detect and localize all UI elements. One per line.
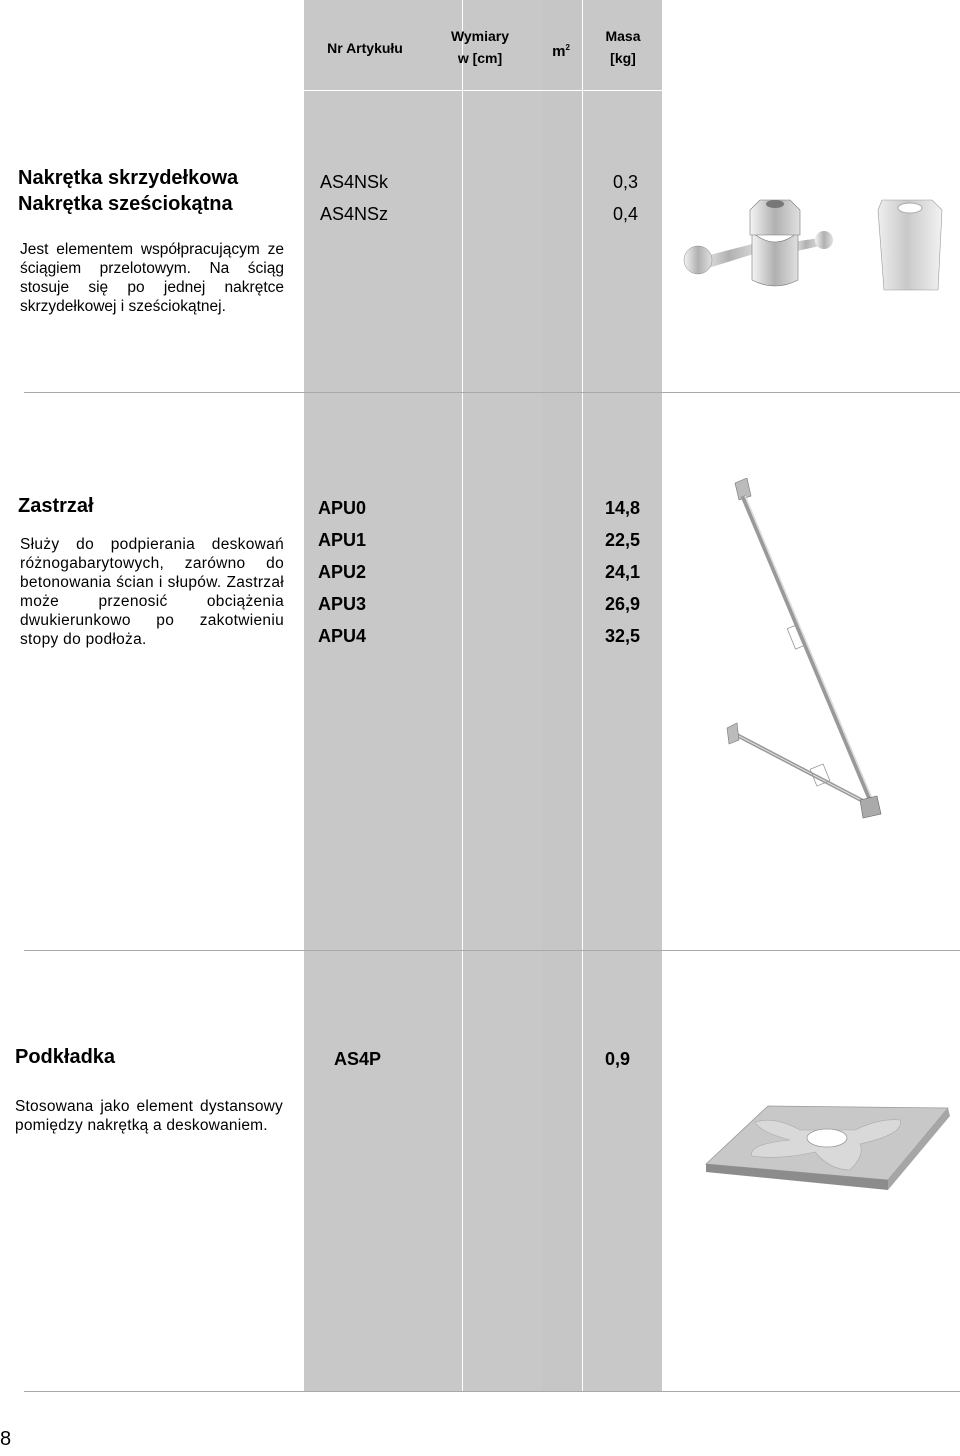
mass-value: 0,9 <box>605 1049 631 1069</box>
article-number: AS4NSk <box>320 172 389 192</box>
article-number: APU1 <box>318 530 367 550</box>
section-title: Zastrzał <box>18 495 94 517</box>
section-title: Nakrętka skrzydełkowa Nakrętka sześciokątna <box>18 167 239 215</box>
mass-value: 14,8 <box>605 498 641 518</box>
mass-value: 32,5 <box>605 626 641 646</box>
header-mass: Masa [kg] <box>605 28 641 66</box>
page-number: 8 <box>0 1428 12 1450</box>
article-number: AS4NSz <box>320 204 389 224</box>
article-number: APU2 <box>318 562 367 582</box>
mass-value: 26,9 <box>605 594 641 614</box>
column-divider <box>582 0 583 1392</box>
section-description: Służy do podpierania deskowań różnogabarytowych, zarówno do betonowania ścian i słupów. Zastrzał może przenosić obciążenia dwukierunkowo po zakotwieniu stopy do podłoża. <box>20 536 284 648</box>
section-title: Podkładka <box>15 1046 116 1068</box>
header-dimensions: Wymiary w [cm] <box>450 28 510 66</box>
header-article: Nr Artykułu <box>327 40 403 56</box>
mass-value: 0,3 <box>613 172 639 192</box>
header-area: $m^2$ <box>552 43 570 60</box>
article-number: APU0 <box>318 498 367 518</box>
article-number: AS4P <box>334 1049 382 1069</box>
section-divider <box>24 950 960 951</box>
section-description: Jest elementem współpracującym ze ściągiem przelotowym. Na ściąg stosuje się po jednej nakrętce skrzydełkowej i sześciokątnej. <box>20 241 284 315</box>
article-number: APU4 <box>318 626 367 646</box>
mass-value: 22,5 <box>605 530 641 550</box>
brace-image <box>725 478 885 823</box>
mass-value: 24,1 <box>605 562 641 582</box>
column-dimensions <box>462 0 542 1392</box>
wing-nut-image <box>670 180 950 320</box>
column-area <box>542 0 582 1392</box>
mass-value: 0,4 <box>613 204 639 224</box>
header-divider <box>304 90 662 91</box>
section-divider <box>24 1391 960 1392</box>
washer-plate-image <box>700 1100 960 1195</box>
column-divider <box>462 0 463 1392</box>
article-number: APU3 <box>318 594 367 614</box>
section-description: Stosowana jako element dystansowy pomiędzy nakrętką a deskowaniem. <box>15 1098 283 1134</box>
section-divider <box>24 392 960 393</box>
